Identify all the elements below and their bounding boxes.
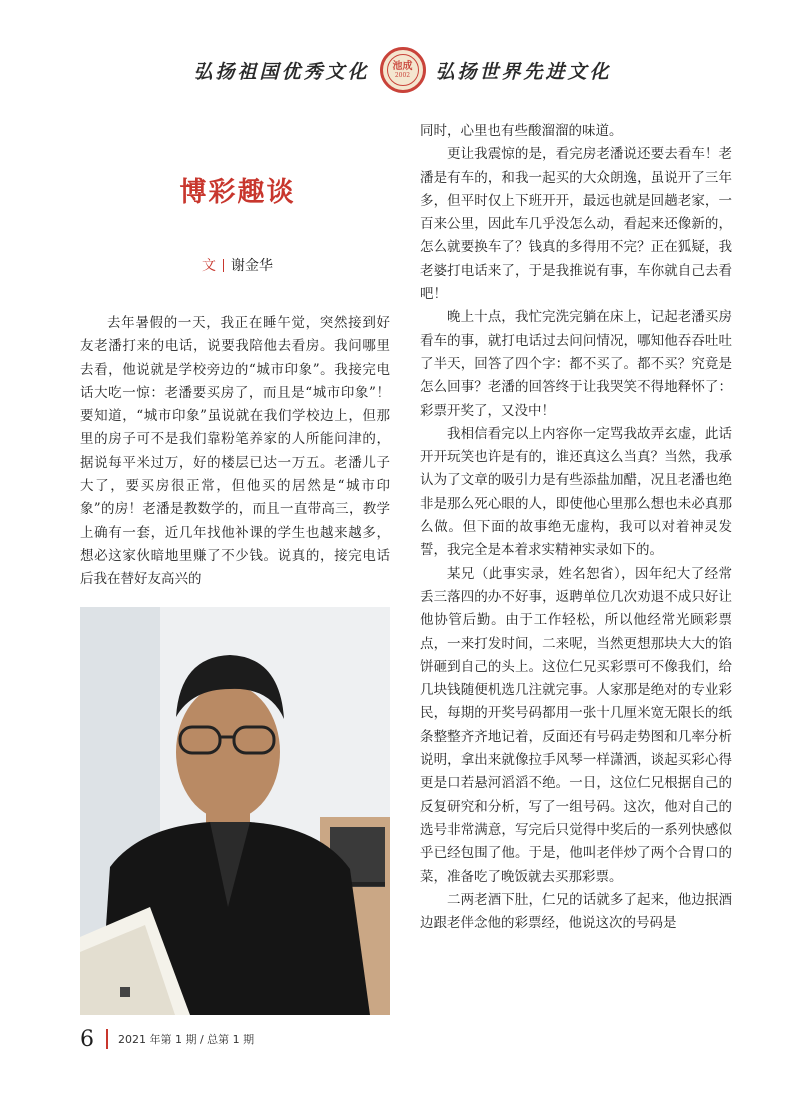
byline: [80, 255, 395, 275]
slogan-left: 弘扬祖国优秀文化: [193, 60, 370, 83]
paragraph: 更让我震惊的是，看完房老潘说还要去看车！老潘是有车的，和我一起买的大众朗逸，虽说开了三年多，但平时仅上下班开开，最远也就是回趟老家，一百来公里，因此车几乎没怎么动，看起来还像新的，怎么就要换车了？钱真的多得用不完？正在狐疑，我老婆打电话来了，于是我推说有事，车你就自己去看吧！: [420, 146, 732, 303]
article-title: 博彩趣谈: [179, 177, 296, 208]
logo-year: 2002: [394, 72, 411, 79]
paragraph: 二两老酒下肚，仁兄的话就多了起来，他边抿酒边跟老伴念他的彩票经，他说这次的号码是: [420, 891, 732, 932]
paragraph: 我相信看完以上内容你一定骂我故弄玄虚，此话开开玩笑也许是有的，谁还真这么当真？当然，我承认为了文章的吸引力是有些添盐加醋，况且老潘也绝非是那么死心眼的人，即使他心里那么想也未必真那么做。但下面的故事绝无虚构，我可以对着神灵发誓，我完全是本着求实精神实录如下的。: [420, 425, 732, 559]
author-name: 谢金华: [231, 258, 273, 274]
byline-prefix: 文: [202, 258, 216, 274]
byline-divider: [223, 259, 224, 272]
logo-mark: 池成: [392, 61, 413, 72]
paragraph: 同时，心里也有些酸溜溜的味道。: [420, 123, 623, 139]
page-header: [0, 42, 805, 98]
slogan-right: 弘扬世界先进文化: [435, 60, 612, 83]
right-column-text: [420, 120, 732, 935]
author-photo: [80, 607, 390, 1015]
paragraph: 晚上十点，我忙完洗完躺在床上，记起老潘买房看车的事，就打电话过去问问情况，哪知他吞吞吐吐了半天，回答了四个字：都不买了。都不买？究竟是怎么回事？老潘的回答终于让我哭笑不得地释怀了：彩票开奖了，又没中！: [420, 309, 732, 419]
paragraph: 去年暑假的一天，我正在睡午觉，突然接到好友老潘打来的电话，说要我陪他去看房。我问哪里去看，他说就是学校旁边的“城市印象”。我接完电话大吃一惊：老潘要买房了，而且是“城市印象”！要知道，“城市印象”虽说就在我们学校边上，但那里的房子可不是我们靠粉笔养家的人所能问津的，据说每平米过万，好的楼层已达一万五。老潘儿子大了，要买房很正常，但他买的居然是“城市印象”的房！老潘是教数学的，而且一直带高三，教学上确有一套，近几年找他补课的学生也越来越多，想必这家伙暗地里赚了不少钱。说真的，接完电话后我在替好友高兴的: [80, 315, 390, 588]
left-column-text: [80, 312, 390, 592]
issue-info: 2021 年第 1 期 / 总第 1 期: [118, 1033, 255, 1046]
footer-divider: [106, 1029, 108, 1049]
school-logo: [380, 47, 426, 93]
page-number: 6: [80, 1026, 94, 1052]
page-footer: [80, 1028, 254, 1050]
paragraph: 某兄（此事实录，姓名恕省），因年纪大了经常丢三落四的办不好事，返聘单位几次劝退不成只好让他协管后勤。由于工作轻松，所以他经常光顾彩票点，一来打发时间，二来呢，当然更想那块大大的馅饼砸到自己的头上。这位仁兄买彩票可不像我们，给几块钱随便机选几注就完事。人家那是绝对的专业彩民，每期的开奖号码都用一张十几厘米宽无限长的纸条整整齐齐地记着，反面还有号码走势图和几率分析说明，拿出来就像拉手风琴一样潇洒，谈起买彩心得更是口若悬河滔滔不绝。一日，这位仁兄根据自己的反复研究和分析，写了一组号码。这次，他对自己的选号非常满意，写完后只觉得中奖后的一系列快感似乎已经包围了他。于是，他叫老伴炒了两个合胃口的菜，准备吃了晚饭就去买那彩票。: [420, 565, 732, 885]
